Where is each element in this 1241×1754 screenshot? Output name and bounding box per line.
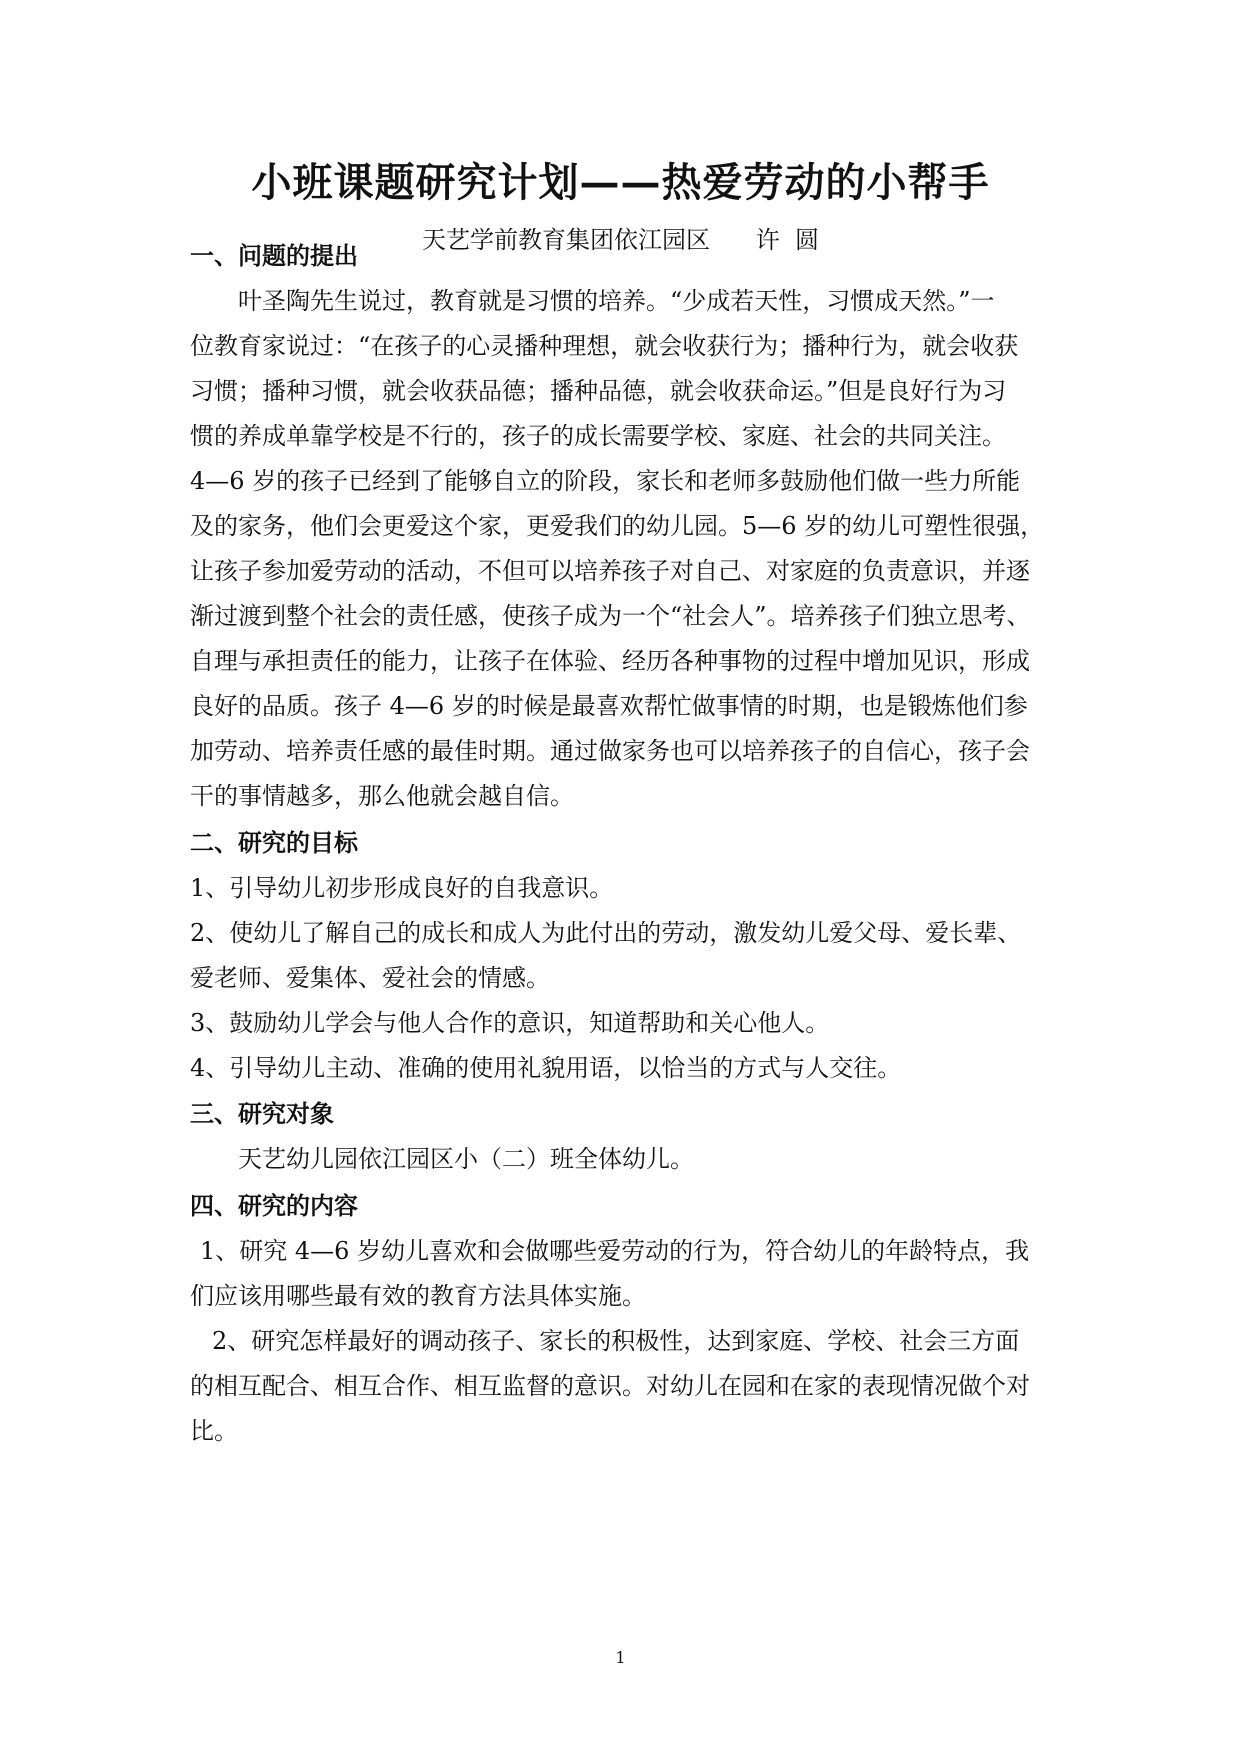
section-heading-problem: 一、问题的提出: [190, 241, 358, 270]
paragraph-line: 渐过渡到整个社会的责任感，使孩子成为一个“社会人”。培养孩子们独立思考、: [190, 602, 1031, 630]
list-item-continuation: 的相互配合、相互合作、相互监督的意识。对幼儿在园和在家的表现情况做个对: [190, 1372, 1030, 1400]
list-item: 1、引导幼儿初步形成良好的自我意识。: [190, 874, 614, 902]
paragraph-line: 自理与承担责任的能力，让孩子在体验、经历各种事物的过程中增加见识，形成: [190, 647, 1030, 675]
list-item-continuation: 比。: [190, 1417, 238, 1445]
list-item: 3、鼓励幼儿学会与他人合作的意识，知道帮助和关心他人。: [190, 1009, 830, 1037]
paragraph-line: 让孩子参加爱劳动的活动，不但可以培养孩子对自己、对家庭的负责意识，并逐: [190, 557, 1030, 585]
paragraph-line: 良好的品质。孩子 4—6 岁的时候是最喜欢帮忙做事情的时期，也是锻炼他们参: [190, 692, 1028, 720]
paragraph-line: 及的家务，他们会更爱这个家，更爱我们的幼儿园。5—6 岁的幼儿可塑性很强，: [190, 512, 1045, 540]
list-item: 2、使幼儿了解自己的成长和成人为此付出的劳动，激发幼儿爱父母、爱长辈、: [190, 919, 1022, 947]
paragraph-line: 加劳动、培养责任感的最佳时期。通过做家务也可以培养孩子的自信心，孩子会: [190, 737, 1030, 765]
paragraph-line: 习惯；播种习惯，就会收获品德；播种品德，就会收获命运。”但是良好行为习: [190, 377, 1007, 405]
paragraph-line: 惯的养成单靠学校是不行的，孩子的成长需要学校、家庭、社会的共同关注。: [190, 422, 1006, 450]
paragraph-line: 天艺幼儿园依江园区小（二）班全体幼儿。: [238, 1145, 694, 1173]
section-heading-goals: 二、研究的目标: [190, 828, 358, 857]
page-number: 1: [615, 1648, 626, 1667]
section-heading-subjects: 三、研究对象: [190, 1099, 334, 1128]
author-line: 天艺学前教育集团依江园区 许 圆: [421, 226, 820, 254]
list-item: 2、研究怎样最好的调动孩子、家长的积极性，达到家庭、学校、社会三方面: [212, 1327, 1020, 1355]
paragraph-line: 干的事情越多，那么他就会越自信。: [190, 782, 574, 810]
paragraph-line: 叶圣陶先生说过，教育就是习惯的培养。“少成若天性，习惯成天然。”一: [238, 287, 995, 315]
list-item: 4、引导幼儿主动、准确的使用礼貌用语，以恰当的方式与人交往。: [190, 1054, 902, 1082]
paragraph-line: 4—6 岁的孩子已经到了能够自立的阶段，家长和老师多鼓励他们做一些力所能: [190, 467, 1021, 495]
list-item-continuation: 爱老师、爱集体、爱社会的情感。: [190, 964, 550, 992]
list-item: 1、研究 4—6 岁幼儿喜欢和会做哪些爱劳动的行为，符合幼儿的年龄特点，我: [200, 1237, 1030, 1265]
section-heading-content: 四、研究的内容: [190, 1191, 358, 1220]
paragraph-line: 位教育家说过：“在孩子的心灵播种理想，就会收获行为；播种行为，就会收获: [190, 332, 1019, 360]
list-item-continuation: 们应该用哪些最有效的教育方法具体实施。: [190, 1282, 646, 1310]
document-title: 小班课题研究计划——热爱劳动的小帮手: [251, 159, 990, 206]
